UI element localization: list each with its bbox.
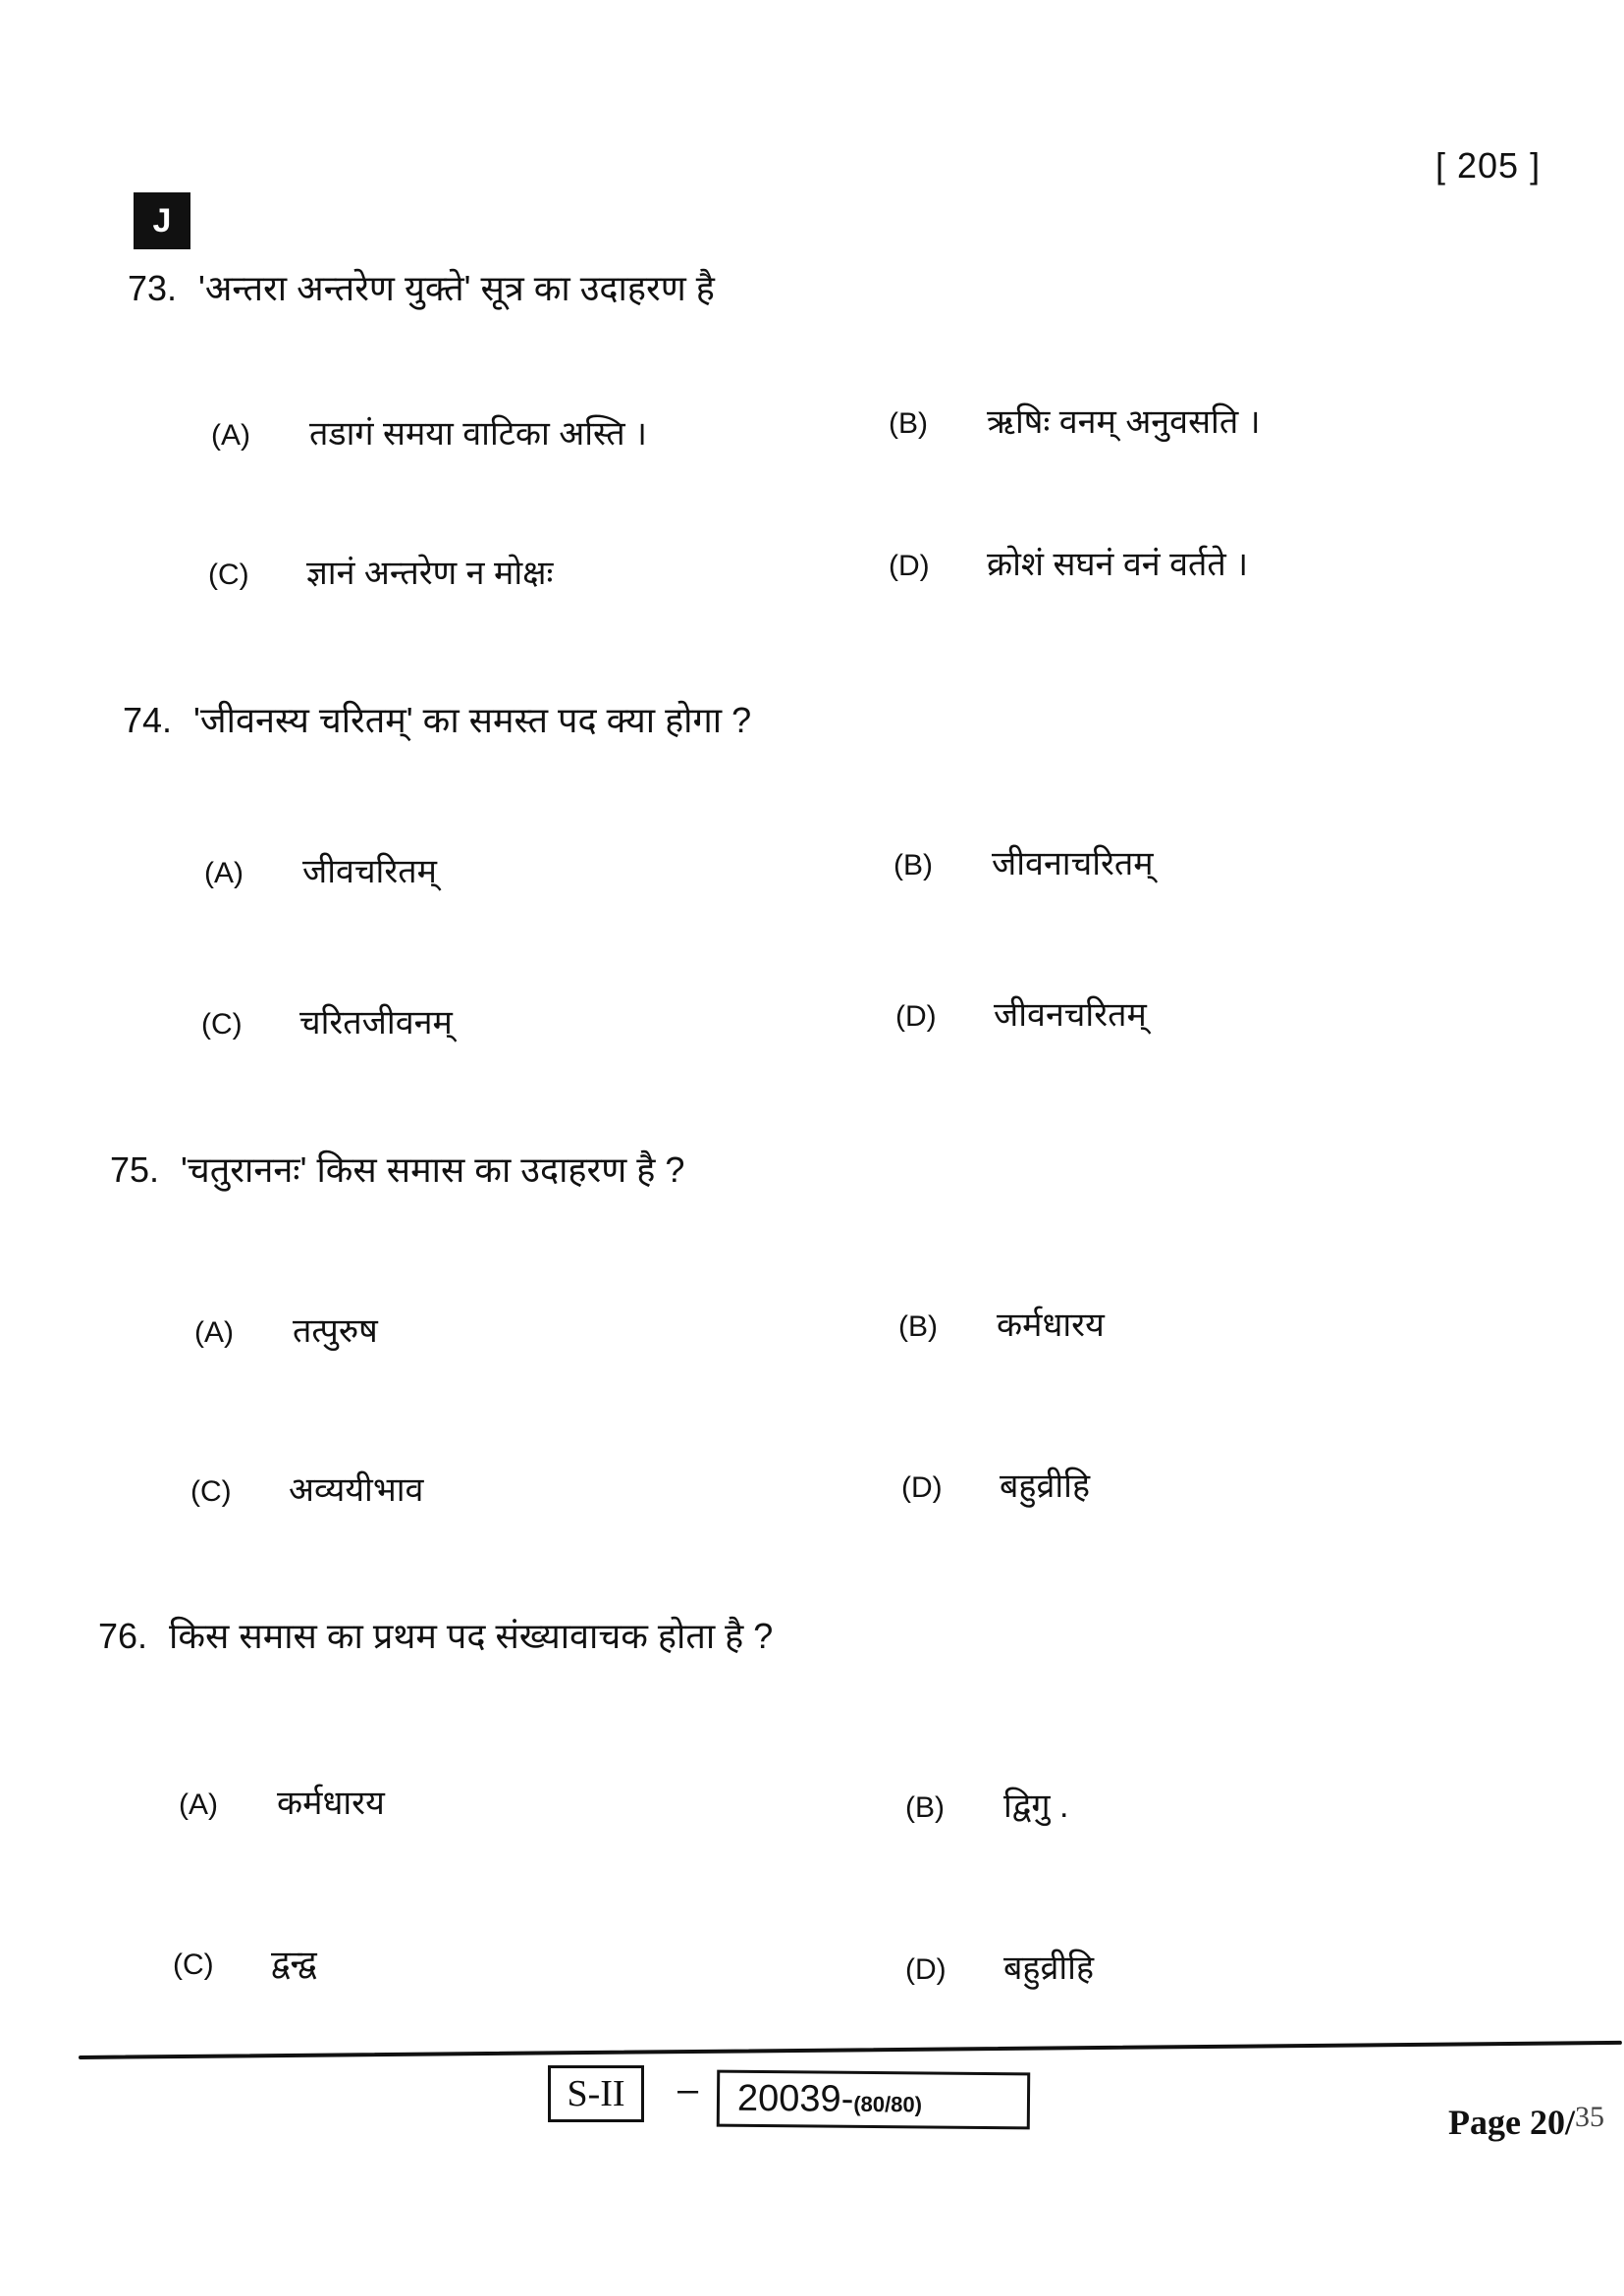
q73-option-c bbox=[208, 552, 553, 597]
question-74 bbox=[123, 699, 751, 742]
q76-option-d bbox=[905, 1947, 1094, 1992]
option-label: (B) bbox=[889, 407, 928, 440]
page-total: 35 bbox=[1574, 2101, 1604, 2133]
page-bracket-number: [ 205 ] bbox=[1435, 145, 1542, 186]
paper-code-suffix: (80/80) bbox=[853, 2091, 923, 2117]
option-label: (A) bbox=[211, 419, 250, 452]
option-label: (A) bbox=[204, 857, 244, 889]
footer-divider bbox=[79, 2041, 1622, 2059]
question-76 bbox=[98, 1615, 773, 1658]
option-text: कर्मधारय bbox=[277, 1785, 385, 1822]
option-text: जीवनाचरितम् bbox=[992, 845, 1154, 882]
option-label: (C) bbox=[208, 559, 249, 591]
question-text: किस समास का प्रथम पद संख्यावाचक होता है ? bbox=[169, 1616, 774, 1656]
question-number: 75. bbox=[110, 1149, 160, 1190]
option-text: जीवचरितम् bbox=[302, 853, 437, 890]
q75-option-c bbox=[190, 1468, 423, 1514]
paper-code: 20039- bbox=[736, 2077, 854, 2120]
option-label: (B) bbox=[898, 1310, 938, 1343]
question-text: 'अन्तरा अन्तरेण युक्ते' सूत्र का उदाहरण है bbox=[198, 268, 715, 308]
option-text: तत्पुरुष bbox=[293, 1312, 378, 1350]
option-label: (B) bbox=[893, 849, 933, 881]
option-text: द्विगु . bbox=[1003, 1788, 1069, 1825]
q74-option-b bbox=[893, 842, 1154, 887]
option-text: द्वन्द्व bbox=[271, 1945, 317, 1982]
option-label: (A) bbox=[194, 1316, 234, 1349]
question-number: 73. bbox=[128, 268, 178, 308]
code-separator: – bbox=[677, 2069, 699, 2110]
question-75 bbox=[110, 1148, 684, 1192]
q74-option-c bbox=[201, 1001, 453, 1046]
q75-option-d bbox=[901, 1465, 1090, 1510]
option-text: बहुव्रीहि bbox=[1000, 1468, 1091, 1505]
q74-option-d bbox=[895, 993, 1147, 1039]
q74-option-a bbox=[204, 850, 437, 895]
option-text: ऋषिः वनम् अनुवसति । bbox=[987, 403, 1261, 441]
option-label: (D) bbox=[889, 550, 930, 582]
question-text: 'जीवनस्य चरितम्' का समस्त पद क्या होगा ? bbox=[193, 700, 752, 740]
option-label: (D) bbox=[905, 1953, 947, 1986]
option-label: (D) bbox=[901, 1471, 943, 1504]
paper-code-box bbox=[717, 2070, 1030, 2130]
q75-option-b bbox=[898, 1304, 1105, 1349]
option-label: (B) bbox=[905, 1791, 945, 1824]
option-label: (C) bbox=[173, 1949, 214, 1981]
option-label: (C) bbox=[190, 1475, 232, 1508]
option-text: बहुव्रीहि bbox=[1003, 1949, 1095, 1987]
q76-option-a bbox=[179, 1782, 385, 1827]
option-label: (A) bbox=[179, 1789, 218, 1821]
question-number: 74. bbox=[123, 700, 173, 740]
q75-option-a bbox=[194, 1309, 378, 1355]
set-code-badge: J bbox=[134, 192, 190, 249]
q73-option-d bbox=[889, 543, 1248, 588]
q73-option-b bbox=[889, 400, 1261, 446]
option-text: अव्ययीभाव bbox=[289, 1471, 424, 1509]
option-text: चरितजीवनम् bbox=[299, 1004, 453, 1041]
q76-option-b bbox=[905, 1785, 1068, 1830]
option-text: जीवनचरितम् bbox=[994, 996, 1147, 1034]
page-label: Page 20/ bbox=[1448, 2103, 1575, 2142]
option-text: ज्ञानं अन्तरेण न मोक्षः bbox=[306, 555, 554, 592]
option-text: कर्मधारय bbox=[997, 1307, 1105, 1344]
page-indicator bbox=[1448, 2101, 1604, 2143]
q73-option-a bbox=[211, 412, 647, 457]
series-code-box: S-II bbox=[548, 2065, 644, 2122]
option-label: (C) bbox=[201, 1008, 243, 1041]
option-text: तडागं समया वाटिका अस्ति । bbox=[309, 415, 647, 453]
q76-option-c bbox=[173, 1942, 317, 1987]
option-label: (D) bbox=[895, 1000, 937, 1033]
question-text: 'चतुराननः' किस समास का उदाहरण है ? bbox=[181, 1149, 685, 1190]
option-text: क्रोशं सघनं वनं वर्तते । bbox=[987, 546, 1249, 583]
question-73 bbox=[128, 267, 715, 310]
question-number: 76. bbox=[98, 1616, 148, 1656]
